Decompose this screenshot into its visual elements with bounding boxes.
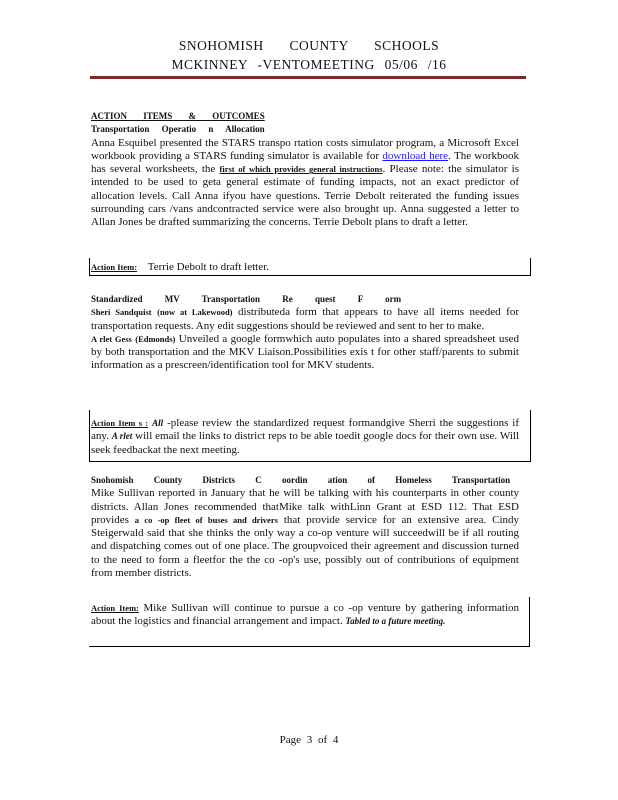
- download-link[interactable]: download here: [382, 149, 449, 162]
- action-all: All: [152, 418, 164, 428]
- mv-form-title: Standardized MV Transportation Re quest F orm: [91, 294, 402, 304]
- person-org: (now at Lakewood): [157, 307, 233, 318]
- action-item-1: [91, 261, 519, 274]
- person-org-2: (Edmonds): [135, 333, 176, 344]
- person-name: Sheri Sandquist: [91, 307, 152, 318]
- action-item-3-label: Action Item:: [91, 603, 139, 613]
- action-item-text: Terrie Debolt to draft letter.: [147, 261, 269, 273]
- homeless-p2: that provide service for an extensive area. Cindy Steigerwald said that she thinks the only way a co-op venture will succeedwill be if all routing and dispatching comes out of one place. The groupvoiced their agreement and discussion turned to the need to form a fleetfor the the co -op's use, possibly out of contributions of equipment from member districts.: [91, 513, 520, 580]
- transportation-p3: Please note: the simulator is intended to be used to geta general estimate of funding impacts, not an exact predictor of allocation levels. Call Anna ifyou have questions. Terrie Debolt reiterated the funding issues surrounding cars /vans andcontracted service were also brought up. Anna suggested a letter to Allan Jones be drafted summarizing the concerns. Terrie Debolt plans to draft a letter.: [91, 163, 519, 229]
- homeless-p1: Mike Sullivan reported in January that he will be talking with his counterparts in other county districts. Allan Jones recommended thatMike talk withLinn Grant at ESD 112. That ESD provides: [91, 487, 519, 526]
- action-2-text-2: will email the links to district reps to be able toedit google docs for their own use. Will seek feedbackat the next meeting.: [91, 430, 519, 456]
- action-items-label: Action Item s :: [91, 418, 149, 428]
- section-title: ACTION ITEMS & OUTCOMES: [91, 111, 265, 121]
- homeless-small: a co -op fleet of buses and drivers: [134, 514, 278, 525]
- header-rule: [90, 76, 526, 79]
- header-line-2: MCKINNEY -VENTOMEETING 05/06 /16: [171, 57, 447, 72]
- mv-form-p2: Unveiled a google formwhich auto populates into a shared spreadsheet used by both transportation and the MKV Liaison.Possibilities exis t for other staff/parents to submit information as a prescreen/identification tool for MKV students.: [91, 332, 519, 372]
- action-3-text: Mike Sullivan will continue to pursue a co -op venture by gathering information about the logistics and financial arrangement and impact.: [91, 602, 519, 628]
- header-line-1: SNOHOMISH COUNTY SCHOOLS: [178, 38, 440, 53]
- homeless-section: [91, 474, 519, 580]
- action-item-label: Action Item:: [91, 262, 138, 272]
- transportation-section: [91, 110, 519, 230]
- transportation-instructions: first of which provides general instructions: [219, 164, 383, 175]
- mv-form-body: [91, 306, 519, 333]
- transportation-title: Transportation Operatio n Allocation: [91, 124, 265, 135]
- transportation-p1: Anna Esquibel presented the STARS transpo rtation costs simulator program, a Microsoft Excel workbook providing a STARS funding simulator is available for: [91, 136, 519, 162]
- person-name-2: A rlet Gess: [91, 333, 132, 344]
- action-item-2: [91, 417, 519, 457]
- homeless-title: Snohomish County Districts C oordin ation of Homeless Transportation: [91, 475, 511, 485]
- mv-form-p1: distributeda form that appears to have all items needed for transportation requests. Any edit suggestions should be reviewed and sent to her to make.: [91, 306, 519, 332]
- homeless-body: [91, 487, 519, 580]
- action-2-text: -please review the standardized request formandgive Sherri the suggestions if any.: [91, 417, 520, 443]
- transportation-body: Anna Esquibel presented the STARS transpo rtation costs simulator program, a Microsoft Excel workbook providing a STARS funding simulator is available for download here. The workbook has several worksheets, the first of which provides general instructions. Please note: the simulator is intended to be used to geta general estimate of funding impacts, not an exact predictor of allocation levels. Call Anna ifyou have questions. Terrie Debolt reiterated the funding issues surrounding cars /vans andcontracted service were also brought up. Anna suggested a letter to Allan Jones be drafted summarizing the concerns. Terrie Debolt plans to draft a letter.: [91, 136, 520, 229]
- mv-form-section: [91, 293, 519, 373]
- page-number: Page 3 of 4: [279, 734, 339, 746]
- action-3-tabled: Tabled to a future meeting.: [345, 616, 446, 627]
- transportation-p2: The workbook has several worksheets, the: [91, 149, 520, 176]
- mv-form-body-2: [91, 333, 519, 373]
- action-arlet: A rlet: [111, 431, 133, 442]
- action-item-3: [91, 602, 519, 629]
